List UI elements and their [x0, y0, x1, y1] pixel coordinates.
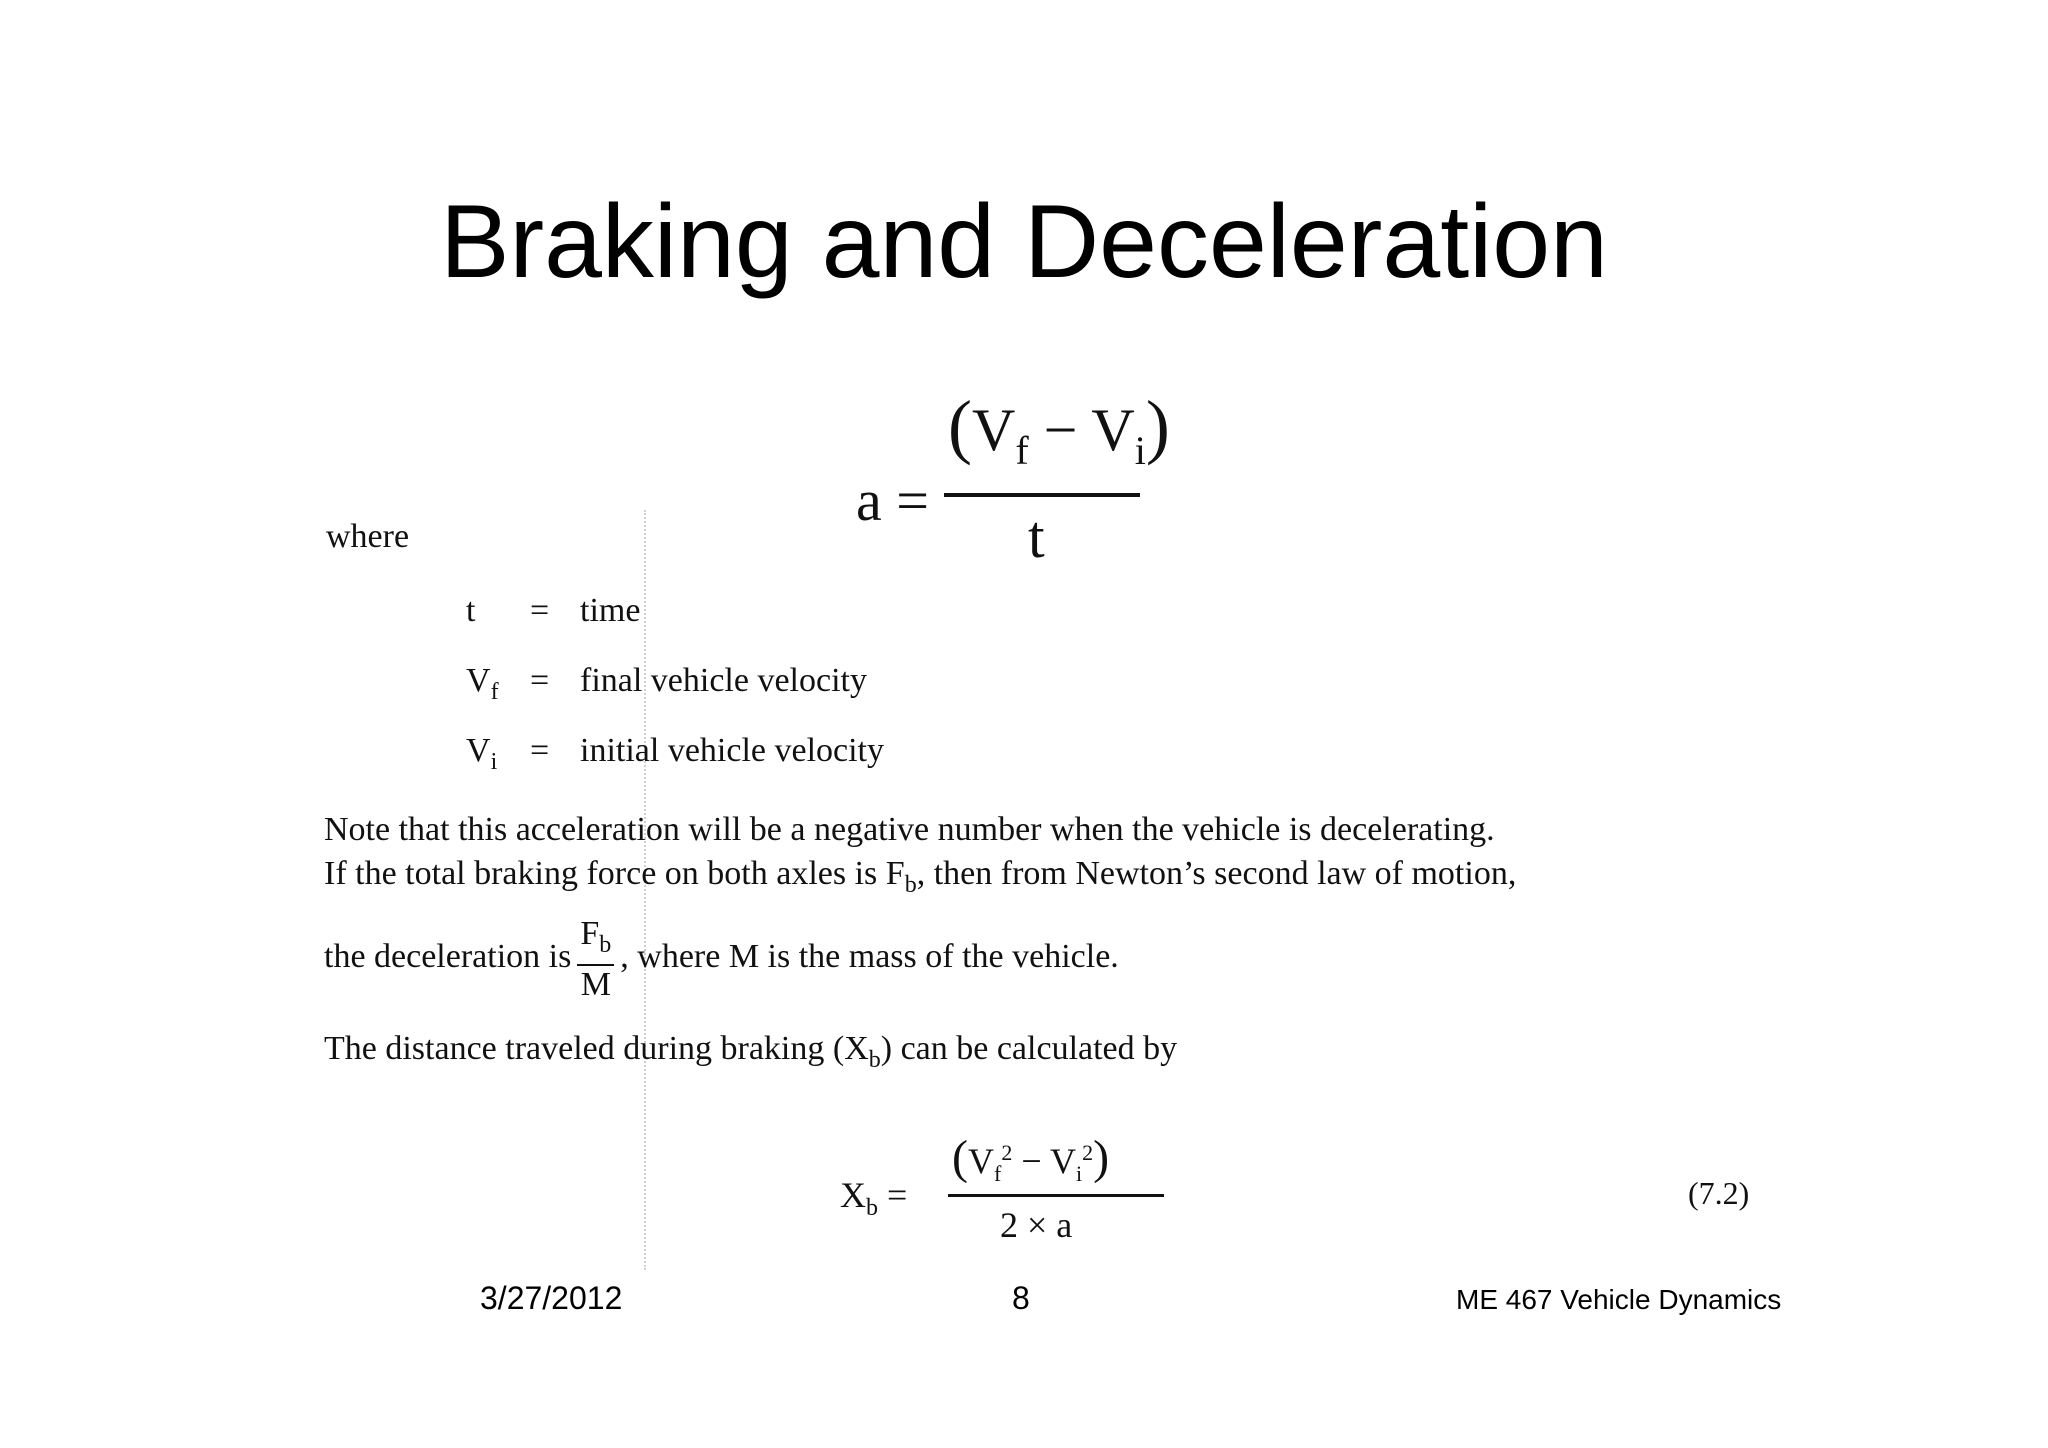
paragraph-line: Note that this acceleration will be a negative number when the vehicle is decelerating.: [324, 811, 1495, 848]
definition-meaning: final vehicle velocity: [580, 662, 867, 699]
definition-equals: =: [530, 662, 550, 699]
eq2-numerator: $(V_f^2 - V_i^2)$: [952, 1131, 1110, 1187]
distance-text: The distance traveled during braking $(X_b)$ can be calculated by: [324, 1030, 1178, 1073]
definition-equals: =: [530, 732, 550, 769]
eq1-numerator: $(V_f - V_i)$: [948, 386, 1170, 473]
definition-meaning: time: [580, 592, 641, 629]
acceleration-equation: [856, 385, 1170, 585]
definition-equals: =: [530, 592, 550, 629]
eq1-fraction-bar: [944, 493, 1140, 497]
definition-symbol: $V_i$: [466, 732, 498, 775]
definitions-list: [466, 592, 884, 802]
force-mass-fraction: $\frac{F_b}{M}$: [577, 915, 614, 1004]
slide-title: Braking and Deceleration: [440, 184, 1608, 300]
eq1-lhs: a =: [856, 468, 929, 533]
braking-distance-equation: [840, 1130, 1180, 1270]
definition-symbol: $V_f$: [466, 662, 499, 705]
definition-row: [466, 662, 884, 732]
where-label: where: [326, 518, 410, 555]
eq2-denominator: 2 × a: [1000, 1205, 1073, 1245]
deceleration-paragraph: [324, 808, 1804, 1004]
paragraph-line: If the total braking force on both axles is $F_b$, then from Newton’s second law of motion,: [324, 855, 1517, 898]
definition-row: [466, 592, 884, 662]
footer-date: 3/27/2012: [480, 1280, 623, 1316]
paragraph-line: the deceleration is $\frac{F_b}{M}$ , where M is the mass of the vehicle.: [324, 914, 1119, 1003]
eq1-denominator: t: [1028, 504, 1045, 570]
equation-number: (7.2): [1688, 1175, 1750, 1211]
definition-meaning: initial vehicle velocity: [580, 732, 885, 769]
eq2-lhs: $X_b$ =: [840, 1175, 908, 1222]
footer-course: ME 467 Vehicle Dynamics: [1456, 1284, 1782, 1315]
definition-symbol: t: [466, 592, 476, 629]
definition-row: [466, 732, 884, 802]
footer-page-number: 8: [1012, 1280, 1030, 1316]
eq2-fraction-bar: [948, 1194, 1164, 1197]
